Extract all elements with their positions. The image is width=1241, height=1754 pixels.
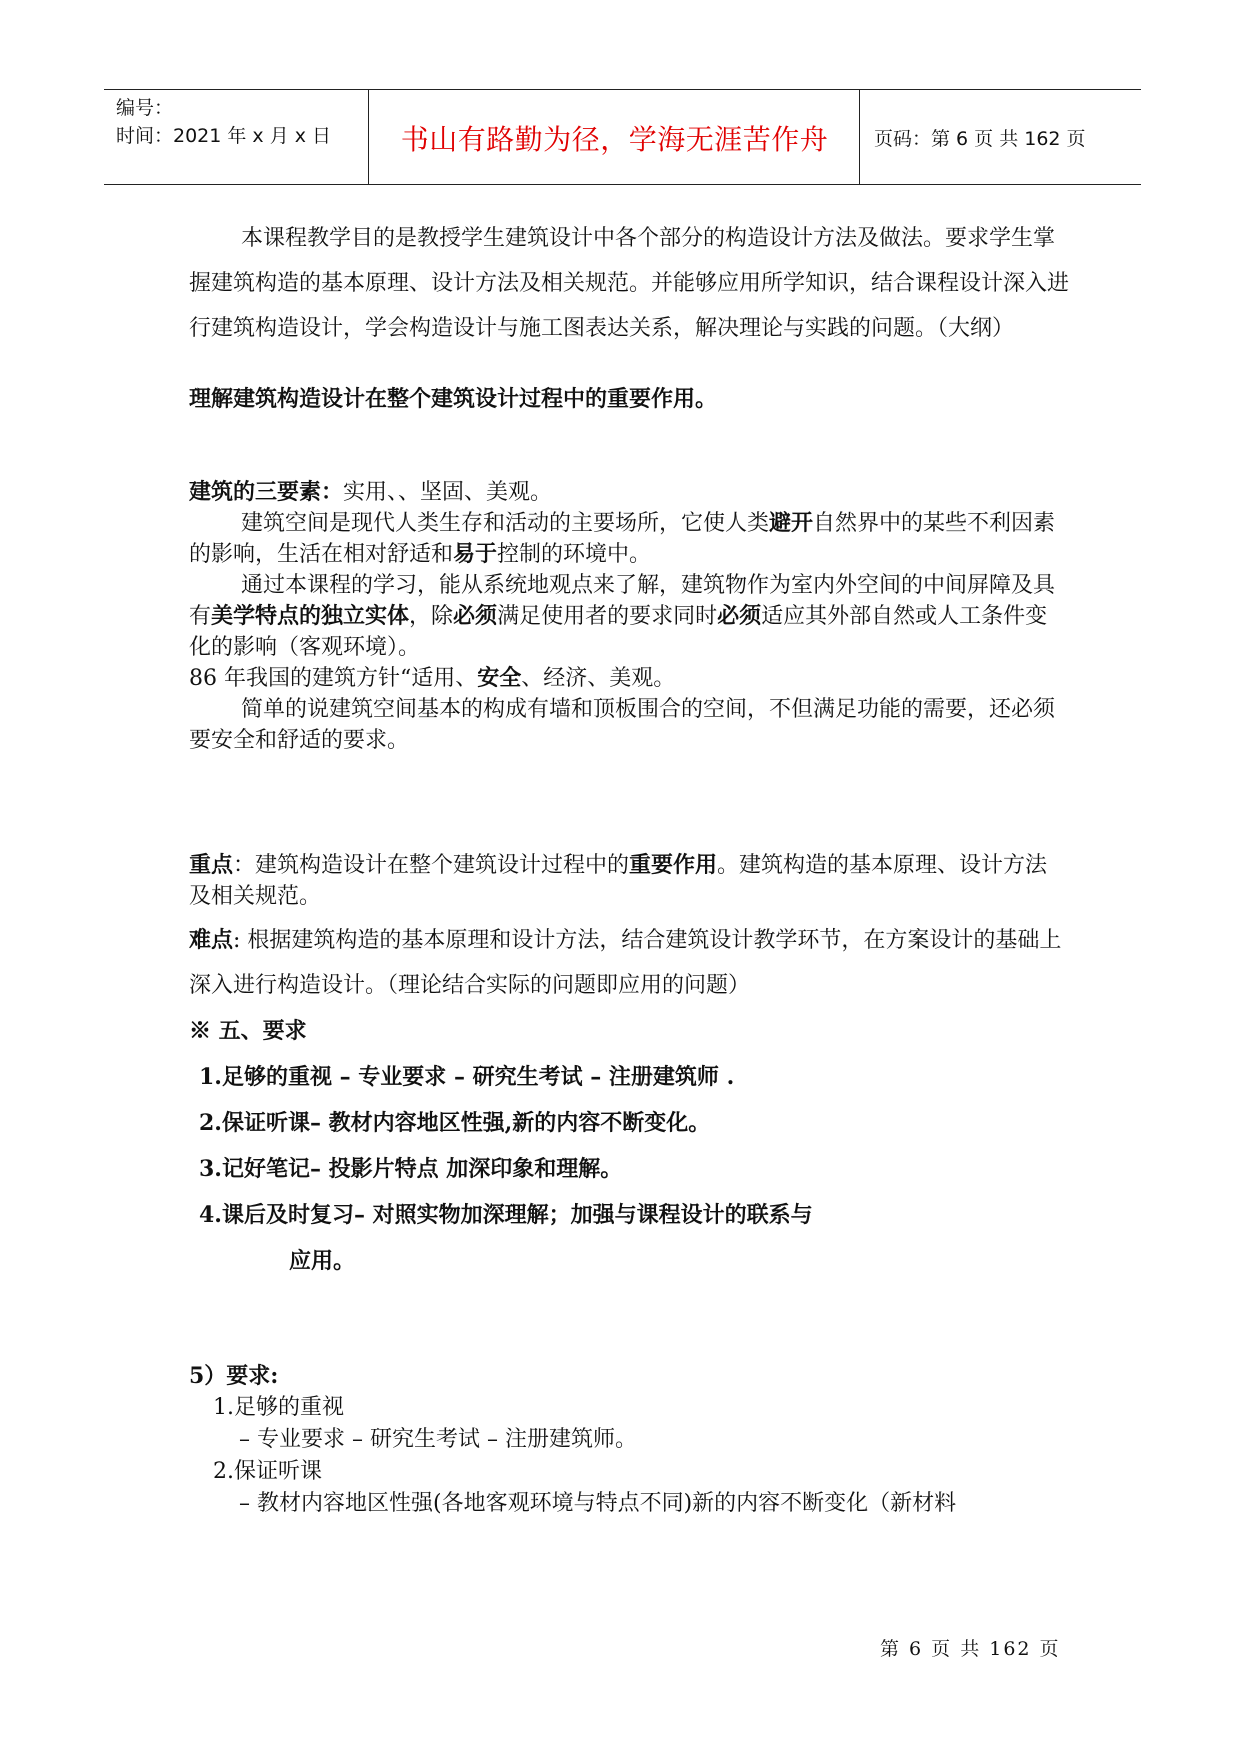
space-bold-1: 避开 <box>769 510 814 536</box>
requirement-item: 1.足够的重视 – 专业要求 – 研究生考试 – 注册建筑师 . <box>199 1064 735 1090</box>
req5-item: – 教材内容地区性强(各地客观环境与特点不同)新的内容不断变化（新材料 <box>239 1491 957 1516</box>
space-bold-2: 易于 <box>453 541 498 567</box>
key-point-bold: 重要作用 <box>629 852 718 878</box>
three-elements-text: 实用、、坚固、美观。 <box>343 480 553 505</box>
key-point-text-2: 。建筑构造的基本原理、设计方法及相关规范。 <box>189 853 1048 909</box>
requirement-item: 3.记好笔记– 投影片特点 加深印象和理解。 <box>199 1156 623 1182</box>
course-bold-3: 必须 <box>717 603 762 629</box>
requirement-item-continuation: 应用。 <box>289 1248 356 1274</box>
header-divider-right <box>859 90 860 184</box>
space-paragraph <box>189 508 1069 570</box>
course-purpose-paragraph: 本课程教学目的是教授学生建筑设计中各个部分的构造设计方法及做法。要求学生掌握建筑构造的基本原理、设计方法及相关规范。并能够应用所学知识，结合课程设计深入进行建筑构造设计，学会构造设计与施工图表达关系，解决理论与实践的问题。（大纲） <box>189 226 1070 341</box>
header-divider-left <box>368 90 369 184</box>
header-page-label: 页码：第 6 页 共 162 页 <box>874 128 1086 150</box>
key-point-text-1: ：建筑构造设计在整个建筑设计过程中的 <box>233 853 630 878</box>
difficulty-text: : 根据建筑构造的基本原理和设计方法，结合建筑设计教学环节，在方案设计的基础上深入进行构造设计。（理论结合实际的问题即应用的问题） <box>189 928 1062 998</box>
importance-heading: 理解建筑构造设计在整个建筑设计过程中的重要作用。 <box>189 386 718 412</box>
requirement-item: 4.课后及时复习– 对照实物加深理解；加强与课程设计的联系与 <box>199 1202 813 1228</box>
course-text-1: 通过本课程的学习，能从系统地观点来了解，建筑物作为室内外空间的中间屏障及具有 <box>189 573 1056 629</box>
section-5-title: ※ 五、要求 <box>189 1018 307 1044</box>
time-label: 时间：2021 年 x 月 x 日 <box>116 125 332 147</box>
course-text-3: 满足使用者的要求同时 <box>497 604 718 629</box>
course-text-2: ，除 <box>409 604 454 629</box>
page-header <box>104 89 1141 185</box>
requirement-item: 2.保证听课– 教材内容地区性强,新的内容不断变化。 <box>199 1110 711 1136</box>
key-point-paragraph <box>189 850 1069 912</box>
space-text-3: 控制的环境中。 <box>497 542 652 567</box>
policy-line <box>189 663 1069 694</box>
course-text-4: 适应其外部自然或人工条件变化的影响（客观环境）。 <box>189 604 1048 660</box>
course-bold-1: 美学特点的独立实体 <box>211 603 410 629</box>
difficulty-label: 难点 <box>189 927 234 953</box>
course-bold-2: 必须 <box>453 603 498 629</box>
three-elements-line <box>189 477 1069 508</box>
policy-bold-1: 安全 <box>477 665 522 691</box>
page-footer: 第 6 页 共 162 页 <box>880 1638 1061 1660</box>
key-point-label: 重点 <box>189 852 234 878</box>
course-paragraph <box>189 570 1069 663</box>
three-elements-label: 建筑的三要素： <box>189 479 344 505</box>
simple-paragraph: 简单的说建筑空间基本的构成有墙和顶板围合的空间，不但满足功能的需要，还必须要安全和舒适的要求。 <box>189 697 1056 753</box>
req5-item: 2.保证听课 <box>213 1459 322 1484</box>
req5-item: 1.足够的重视 <box>213 1395 344 1420</box>
space-text-2: 自然界中的某些不利因素的影响，生活在相对舒适和 <box>189 511 1056 567</box>
header-meta <box>116 94 366 150</box>
number-label: 编号： <box>116 97 174 119</box>
policy-text-2: 、经济、美观。 <box>521 666 676 691</box>
policy-text-1: 86 年我国的建筑方针“适用、 <box>189 666 478 691</box>
space-text-1: 建筑空间是现代人类生存和活动的主要场所，它使人类 <box>241 511 770 536</box>
req5-title: 5）要求: <box>189 1363 279 1389</box>
document-body <box>189 216 1069 1520</box>
req5-item: – 专业要求 – 研究生考试 – 注册建筑师。 <box>239 1427 637 1452</box>
difficulty-paragraph <box>189 918 1069 1008</box>
header-motto: 书山有路勤为径，学海无涯苦作舟 <box>400 123 829 156</box>
